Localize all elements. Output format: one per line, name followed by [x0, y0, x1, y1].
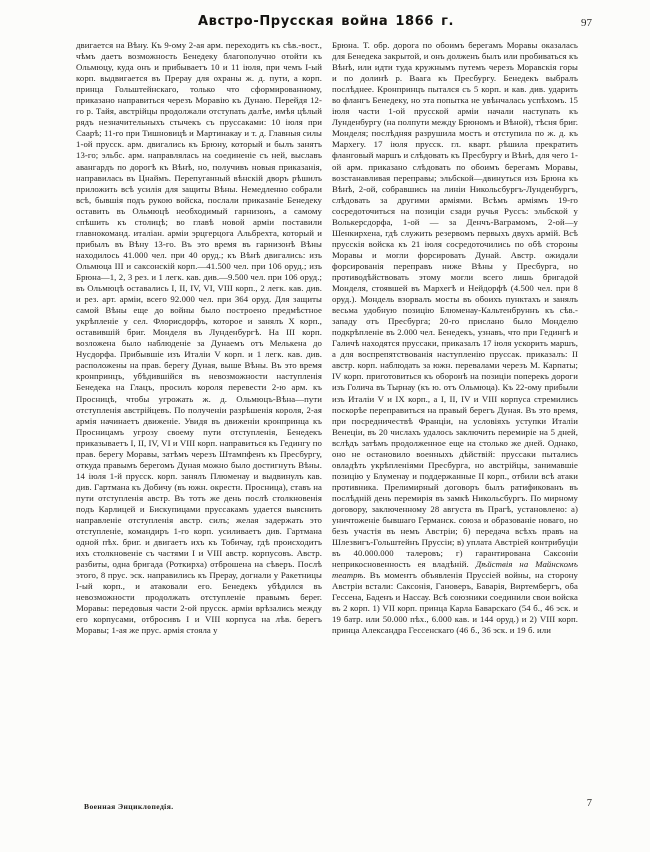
left-column-text: двигается на Вѣну. Къ 9-ому 2-ая арм. переходитъ къ сѣв.-вост., чѣмъ даетъ возможность Бенедеку благополучно отойти къ Ольмюцу, куда онъ и прибываетъ 10 и 11 іюля, при чемъ I-ый корп. выдвигается въ Прерау для охраны ж. д. пути, а корп. принца Гольштейнскаго, только что сформированному, приказано направиться черезъ Моравію къ Дунаю. Перейдя 12-го р. Тайя, австрійцы продолжали отступать далѣе, имѣя цѣлый рядъ незначительныхъ стычекъ съ пруссаками: 10 іюля при Саарѣ; 11-го при Тишновицѣ и Мартинакау и т. д. Главныя силы 1-ой прусск. арм. двигались къ Брюну, который и былъ занятъ 13-го; эльбс. арм. направлялась на соединеніе съ ней, выславъ авангардъ по дорогѣ къ Вѣнѣ, но, получивъ новыя приказанія, направилась въ Цнаймъ. Перепуганный вѣнскій дворъ рѣшилъ приложить всѣ усилія для защиты Вѣны. Немедленно собрали всѣ, бывшія подъ рукою войска, послали приказаніе Бенедеку оставить въ Ольмюцѣ необходимый гарнизонъ, а самому спѣшить къ столицѣ; во главѣ новой арміи поставили главнокоманд. италіан. арміи эрцгерцога Альбрехта, который и прибылъ въ Вѣну 13-го. Въ это время въ гарнизонѣ Вѣны находилось 41.000 чел. при 40 оруд.; къ Вѣнѣ двигались: изъ Ольмюца III и саксонскій корп.—41.500 чел. при 106 оруд.; изъ Брюна—1, 2, 3 рез. и 1 легк. кав. див.—9.500 чел. при 106 оруд.; въ Ольмюцѣ оставались I, II, IV, VI, VIII корп., 2 легк. кав. див. и рез. арт. арміи, всего 92.000 чел. при 364 оруд. Для защиты самой Вѣны еще до войны было построено предмѣстное укрѣпленіе у сел. Флорисдорфъ, которое и занялъ X корп., оставившій бриг. Монделя въ Лунденбургѣ. На III корп. возложена было наблюденіе за Дунаемъ отъ Мелькена до Нусдорфа. Прибывшіе изъ Италіи V корп. и 1 легк. кав. див. расположены на прав. берегу Дуная, выше Вѣны. Въ это время кронпринцъ, убѣдившійся въ невозможности наступленія Бенедека на Глацъ, просилъ короля перевести 2-ю арм. къ Просницѣ, чтобы угрожать ж. д. Ольмюцъ-Вѣна—пути отступленія австрійцевъ. По полученіи разрѣшенія короля, 2-ая армія начинаетъ движеніе. Увидя въ движеніи кронпринца къ Просницамъ угрозу своему пути отступленія, Бенедекъ приказываетъ I, II, IV, VI и VIII корп. направиться къ Гедингу по прав. берегу Моравы, затѣмъ черезъ Штампфенъ къ Пресбургу, откуда правымъ берегомъ Дуная можно было достигнуть Вѣны. 14 іюля 1-й прусск. корп. занялъ Плюменау и выдвинулъ кав. див. Гартмана къ Добичу (въ южн. окрестн. Просница), ставъ на пути отступленія австр. Въ тотъ же день послѣ столкновенія подъ Карлицей и Бискупицами пруссакамъ удается выяснить направленіе отступленія австр. силъ; желая задержать это отступленіе, командиръ 1-го корп. усиливаетъ див. Гартмана одной пѣх. бриг. и двигаетъ ихъ къ Тобичау, гдѣ происходитъ ихъ столкновеніе съ частями I и VIII австр. корпусовъ. Австр. разбиты, одна бригада (Роткирха) отброшена на сѣверъ. Послѣ этого, 8 прус. эск. направились къ Прерау, догнали у Ракетницы I-ый корп., и атаковали его. Бенедекъ убѣдился въ невозможности продолжать отступленіе правымъ берег. Моравы: передовыя части 2-ой прусск. арміи врѣзались между его корпусами, отбросивъ I и VIII корпуса на лѣв. берегъ Моравы; 1-ая же прус. армія стояла у	[76, 40, 322, 636]
right-column-text	[332, 40, 578, 796]
section-heading-mainz-theatre: Дѣйствія на Майнскомъ театрѣ.	[332, 559, 578, 581]
right-column-run-1: Брюна. Т. обр. дорога по обоимъ берегамъ Моравы оказалась для Бенедека закрытой, и онъ долженъ былъ или пробиваться къ Вѣнѣ, или идти туда кружнымъ путемъ черезъ Моравскія горы и по долинѣ р. Ваага къ Пресбургу. Бенедекъ выбралъ послѣднее. Кронпринцъ пытался съ 5 корп. и кав. див. ударить во флангъ Бенедеку, но эта попытка не увѣнчалась успѣхомъ. 15 іюля части 1-ой прусской арміи начали наступать къ Лунденбургу (на полпути между Брюномъ и Вѣной), тѣсня бриг. Монделя; послѣдняя разрушила мостъ и отступила по ж. д. къ Мархегу. 17 іюля прусск. гл. кварт. рѣшила прекратить фланговый маршъ и слѣдовать къ Пресбургу и Вѣнѣ, для чего 1-ой арм. приказано слѣдовать по обоимъ берегамъ Моравы, возстанавливая переправы; эльбской—двинуться изъ Брюна къ Вѣнѣ, 2-ой, собравшись на линіи Никольсбургъ-Лунденбургъ, слѣдовать за другими арміями. Всѣмъ арміямъ 19-го сосредоточиться на позиціи сзади ручья Руссъ: эльбской у Волькерсдорфа, 1-ой — за Денчъ-Ваграмомъ, 2-ой—у Шенкирхена, гдѣ служить резервомъ первыхъ двухъ армій. Всѣ прусскія войска къ 21 іюля сосредоточились по обѣ стороны Моравы и могли форсировать Дунай. Австр. ожидали форсированія переправъ ниже Вѣны у Пресбурга, но противодѣйствовать этому могли всего лишь бригадой Монделя, стоявшей въ Мархегѣ и Нейдорфѣ (4.500 чел. при 8 оруд.). Мондель взорвалъ мосты въ обоихъ пунктахъ и занялъ весьма удобную позицію Блюменау-Кальтенбруннъ къ сѣв.-западу отъ Пресбурга; 20-го прислано было Монделю подкрѣпленіе въ 2.000 чел. Бенедекъ, узнавъ, что при Гедингѣ и Галичѣ находятся пруссаки, приказалъ 17 іюля ускорить маршъ, а для воспрепятствованія наступленію пруссак. приказалъ: II австр. корп. наблюдать за южн. перевалами черезъ М. Карпаты; IV корп. приготовиться къ оборонѣ на позиціи поперекъ дороги изъ Голича въ Тырнау (къ ю. отъ Ольмюца). Къ 22-ому прибыли изъ Италіи V и IX корп., а I, II, IV и VIII корпуса стремились поскорѣе переправиться на правый берегъ Дуная. Въ это время, при посредничествѣ Франціи, на условіяхъ уступки Италіи Венеціи, въ 20 числахъ удалось заключить перемиріе на 5 дней, вслѣдъ затѣмъ продолженное еще на столько же дней. Однако, оно не остановило военныхъ дѣйствій: пруссаки пытались овладѣть укрѣпленіями Пресбурга, но австрійцы, занимавшіе позицію у Блуменау и поддержанные II корп., отбили всѣ атаки противника. Прелимирный договоръ былъ ратификованъ въ послѣдній день перемирія въ замкѣ Никольсбургъ. По мирному договору, заключенному 28 августа въ Прагѣ, установлено: а) уничтоженіе бывшаго Германск. союза и образованіе новаго, но безъ участія въ немъ Австріи; б) передача всѣхъ правъ на Шлезвигъ-Гольштейнъ Пруссіи; в) уплата Австріей контрибуціи въ 40.000.000 талеровъ; г) гарантирована Саксоніи неприкосновенность ея владѣній.	[332, 40, 578, 570]
encyclopedia-imprint: Военная Энциклопедія.	[84, 802, 174, 811]
page-footer	[76, 798, 592, 818]
running-head	[74, 14, 592, 34]
signature-mark: 7	[586, 798, 592, 809]
article-body	[76, 40, 578, 796]
page-number: 97	[581, 17, 592, 29]
right-column-run-2: Въ моментъ объявленія Пруссіей войны, на сторону Австріи встали: Саксонія, Гановеръ, Баварія, Виртембергъ, оба Гессена, Баденъ и Нассау. Всѣ союзники соединили свои войска въ 2 корп. 1) VII корп. принца Карла Баварскаго (54 б., 46 эск. и 19 батр. или 50.000 пѣх., 6.000 кав. и 144 оруд.) и 2) VIII корп. принца Александра Гессенскаго (46 б., 36 эск. и 19 б. или	[332, 570, 578, 636]
page-title: Австро-Прусская война 1866 г.	[197, 14, 455, 29]
